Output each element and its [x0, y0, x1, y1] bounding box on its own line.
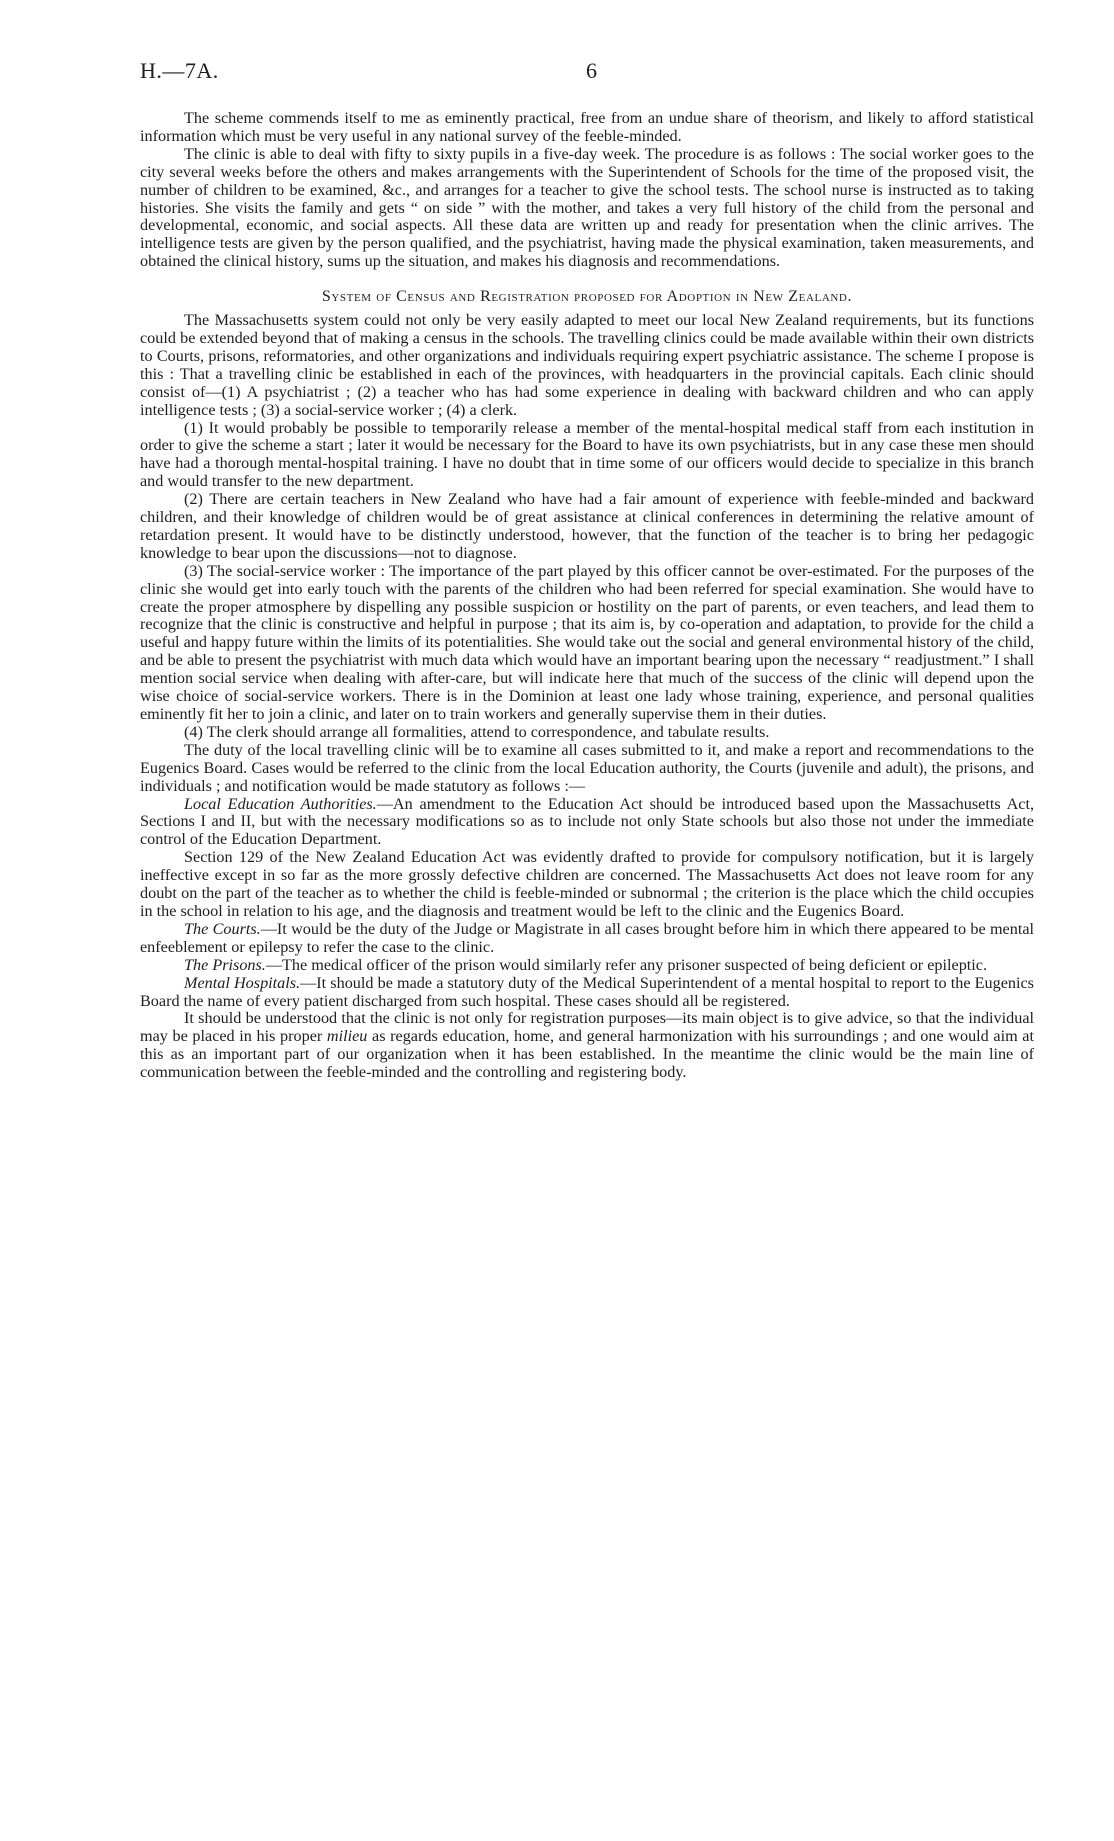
document-body	[140, 110, 1034, 1082]
paragraph: (1) It would probably be possible to temporarily release a member of the mental-hospital medical staff from each institution in order to give the scheme a start ; later it would be necessary for the Board to have its own psychiatrists, but in any case these men should have had a thorough mental-hospital training. I have no doubt that in time some of our officers would decide to specialize in this branch and would transfer to the new department.	[140, 418, 1034, 491]
paragraph: Section 129 of the New Zealand Education Act was evidently drafted to provide for compulsory notification, but it is largely ineffective except in so far as the more grossly defective children are concerned. The Massachusetts Act does not leave room for any doubt on the part of the teacher as to whether the child is feeble-minded or subnormal ; the criterion is the place which the child occupies in the school in relation to his age, and the diagnosis and treatment would be left to the clinic and the Eugenics Board.	[140, 848, 1034, 920]
paragraph: (3) The social-service worker : The importance of the part played by this officer cannot be over-estimated. For the purposes of the clinic she would get into early touch with the parents of the children who had been referred for special examination. She would have to create the proper atmosphere by dispelling any possible suspicion or hostility on the part of parents, or even teachers, and lead them to recognize that the clinic is constructive and helpful in purpose ; that its aim is, by co-operation and adaptation, to provide for the child a useful and happy future within the limits of its potentialities. She would take out the social and general environmental history of the child, and be able to present the psychiatrist with much data which would have an important bearing upon the necessary “ readjustment.” I shall mention social service when dealing with after-care, but will indicate here that much of the success of the clinic will depend upon the wise choice of social-service workers. There is in the Dominion at least one lady whose training, experience, and personal qualities eminently fit her to join a clinic, and later on to train workers and generally supervise them in their duties.	[140, 561, 1034, 723]
paragraph: (2) There are certain teachers in New Zealand who have had a fair amount of experience with feeble-minded and backward children, and their knowledge of children would be of great assistance at clinical conferences in determining the relative amount of retardation present. It would have to be distinctly understood, however, that the function of the teacher is to bring her pedagogic knowledge to bear upon the discussions—not to diagnose.	[140, 490, 1034, 562]
prisons-text: —The medical officer of the prison would similarly refer any prisoner suspected of being deficient or epileptic.	[265, 955, 988, 974]
paragraph: The Massachusetts system could not only be very easily adapted to meet our local New Zealand requirements, but its functions could be extended beyond that of making a census in the schools. The travelling clinics could be made available within their own districts to Courts, prisons, reformatories, and other organizations and individuals requiring expert psychiatric assistance. The scheme I propose is this : That a travelling clinic be established in each of the provinces, with headquarters in the provincial capitals. Each clinic should consist of—(1) A psychiatrist ; (2) a teacher who has had some experience in dealing with backward children and who can apply intelligence tests ; (3) a social-service worker ; (4) a clerk.	[140, 311, 1034, 419]
local-education-paragraph	[140, 796, 1034, 850]
courts-label: The Courts.	[184, 919, 261, 938]
final-paragraph-before: It should be understood that the clinic is not only for registration purposes—its main object is to give advice, so that the individual may be placed in his proper	[140, 1009, 1034, 1046]
final-paragraph-italic: milieu	[326, 1027, 368, 1046]
document-id: H.—7A.	[140, 58, 219, 83]
prisons-paragraph	[140, 957, 1034, 975]
paragraph: The clinic is able to deal with fifty to sixty pupils in a five-day week. The procedure is as follows : The social worker goes to the city several weeks before the others and makes arrangements with the Superintendent of Schools for the time of the proposed visit, the number of children to be examined, &c., and arranges for a teacher to give the school tests. The school nurse is instructed as to taking histories. She visits the family and gets “ on side ” with the mother, and takes a very full history of the child from the personal and developmental, economic, and social aspects. All these data are written up and ready for presentation when the clinic arrives. The intelligence tests are given by the person qualified, and the psychiatrist, having made the physical examination, taken measurements, and obtained the clinical history, sums up the situation, and makes his diagnosis and recommendations.	[140, 144, 1034, 271]
mental-hospitals-text: —It should be made a statutory duty of the Medical Superintendent of a mental hospital to report to the Eugenics Board the name of every patient discharged from such hospital. These cases should all be registered.	[140, 973, 1034, 1010]
prisons-label: The Prisons.	[184, 955, 266, 974]
final-paragraph-after: as regards education, home, and general harmonization with his surroundings ; and one would aim at this as an important part of our organization when it has been established. In the meantime the clinic would be the main line of communication between the feeble-minded and the controlling and registering body.	[140, 1027, 1034, 1082]
local-education-label: Local Education Authorities.	[184, 794, 377, 813]
page-header	[140, 58, 1034, 88]
section-heading: System of Census and Registration proposed for Adoption in New Zealand.	[321, 288, 853, 306]
local-education-text: —An amendment to the Education Act should be introduced based upon the Massachusetts Act, Sections I and II, but with the necessary modifications so as to include not only State schools but also those not under the immediate control of the Education Department.	[140, 794, 1034, 849]
mental-hospitals-label: Mental Hospitals.	[184, 973, 301, 992]
paragraph: The duty of the local travelling clinic will be to examine all cases submitted to it, and make a report and recommendations to the Eugenics Board. Cases would be referred to the clinic from the local Education authority, the Courts (juvenile and adult), the prisons, and individuals ; and notification would be made statutory as follows :—	[140, 740, 1034, 795]
mental-hospitals-paragraph	[140, 975, 1034, 1011]
courts-text: —It would be the duty of the Judge or Magistrate in all cases brought before him in which there appeared to be mental enfeeblement or epilepsy to refer the case to the clinic.	[140, 919, 1034, 956]
courts-paragraph	[140, 921, 1034, 957]
final-paragraph	[140, 1010, 1034, 1082]
page-number: 6	[586, 58, 597, 83]
paragraph: (4) The clerk should arrange all formalities, attend to correspondence, and tabulate results.	[184, 722, 770, 741]
paragraph: The scheme commends itself to me as eminently practical, free from an undue share of theorism, and likely to afford statistical information which must be very useful in any national survey of the feeble-minded.	[140, 109, 1034, 145]
